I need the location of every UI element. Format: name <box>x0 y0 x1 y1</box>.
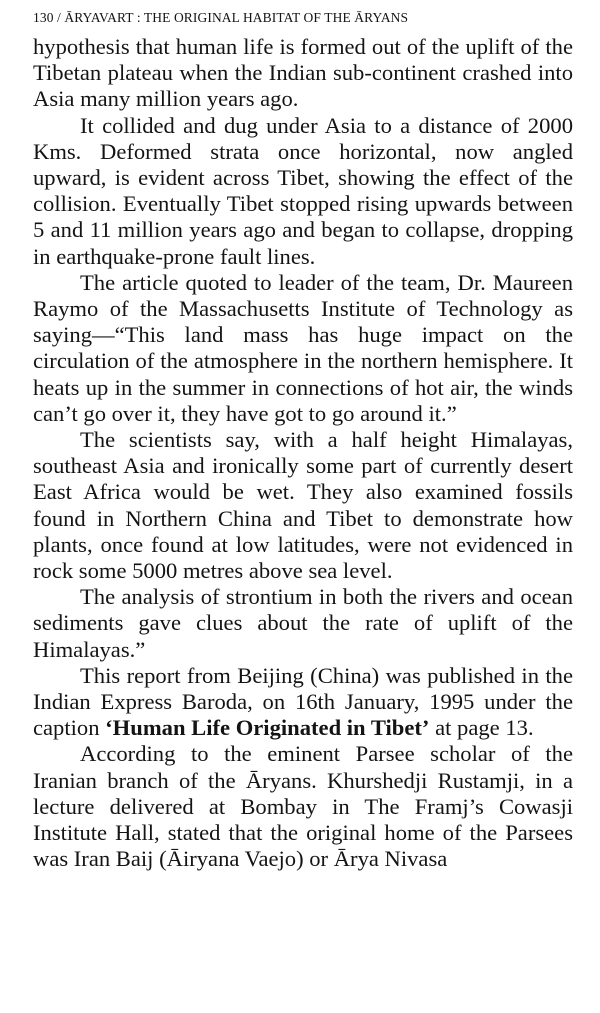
running-head: 130 / ĀRYAVART : THE ORIGINAL HABITAT OF THE ĀRYANS <box>33 10 409 25</box>
report-text-before: This report from Beijing (China) was published in the Indian Express Baroda, on 16th January, 1995 under the caption <box>33 662 573 741</box>
paragraph-collision: It collided and dug under Asia to a distance of 2000 Kms. Deformed strata once horizontal, now angled upward, is evident across Tibet, showing the effect of the collision. Eventually Tibet stopped rising upwards between 5 and 11 million years ago and began to collapse, dropping in earthquake-prone fault lines. <box>33 112 573 269</box>
paragraph-raymo-quote: The article quoted to leader of the team, Dr. Maureen Raymo of the Massachusetts Institute of Technology as saying—“This land mass has huge impact on the circulation of the atmosphere in the northern hemisphere. It heats up in the summer in connections of hot air, the winds can’t go over it, they have got to go around it.” <box>33 269 573 426</box>
body-text <box>33 34 573 873</box>
paragraph-scientists: The scientists say, with a half height Himalayas, southeast Asia and ironically some part of currently desert East Africa would be wet. They also examined fossils found in Northern China and Tibet to demonstrate how plants, once found at low latitudes, were not evidenced in rock some 5000 metres above sea level. <box>33 427 573 584</box>
paragraph-strontium: The analysis of strontium in both the rivers and ocean sediments gave clues about the rate of uplift of the Himalayas.” <box>33 584 573 662</box>
paragraph-continued: hypothesis that human life is formed out of the uplift of the Tibetan plateau when the Indian sub-continent crashed into Asia many million years ago. <box>33 34 573 112</box>
paragraph-parsee-scholar: According to the eminent Parsee scholar of the Iranian branch of the Āryans. Khurshedji Rustamji, in a lecture delivered at Bombay in The Framj’s Cowasji Institute Hall, stated that the original home of the Parsees was Iran Baij (Āiryana Vaejo) or Ārya Nivasa <box>33 741 573 872</box>
paragraph-report <box>33 663 573 742</box>
report-text-after: at page 13. <box>429 715 534 741</box>
report-caption: ‘Human Life Originated in Tibet’ <box>105 715 430 741</box>
